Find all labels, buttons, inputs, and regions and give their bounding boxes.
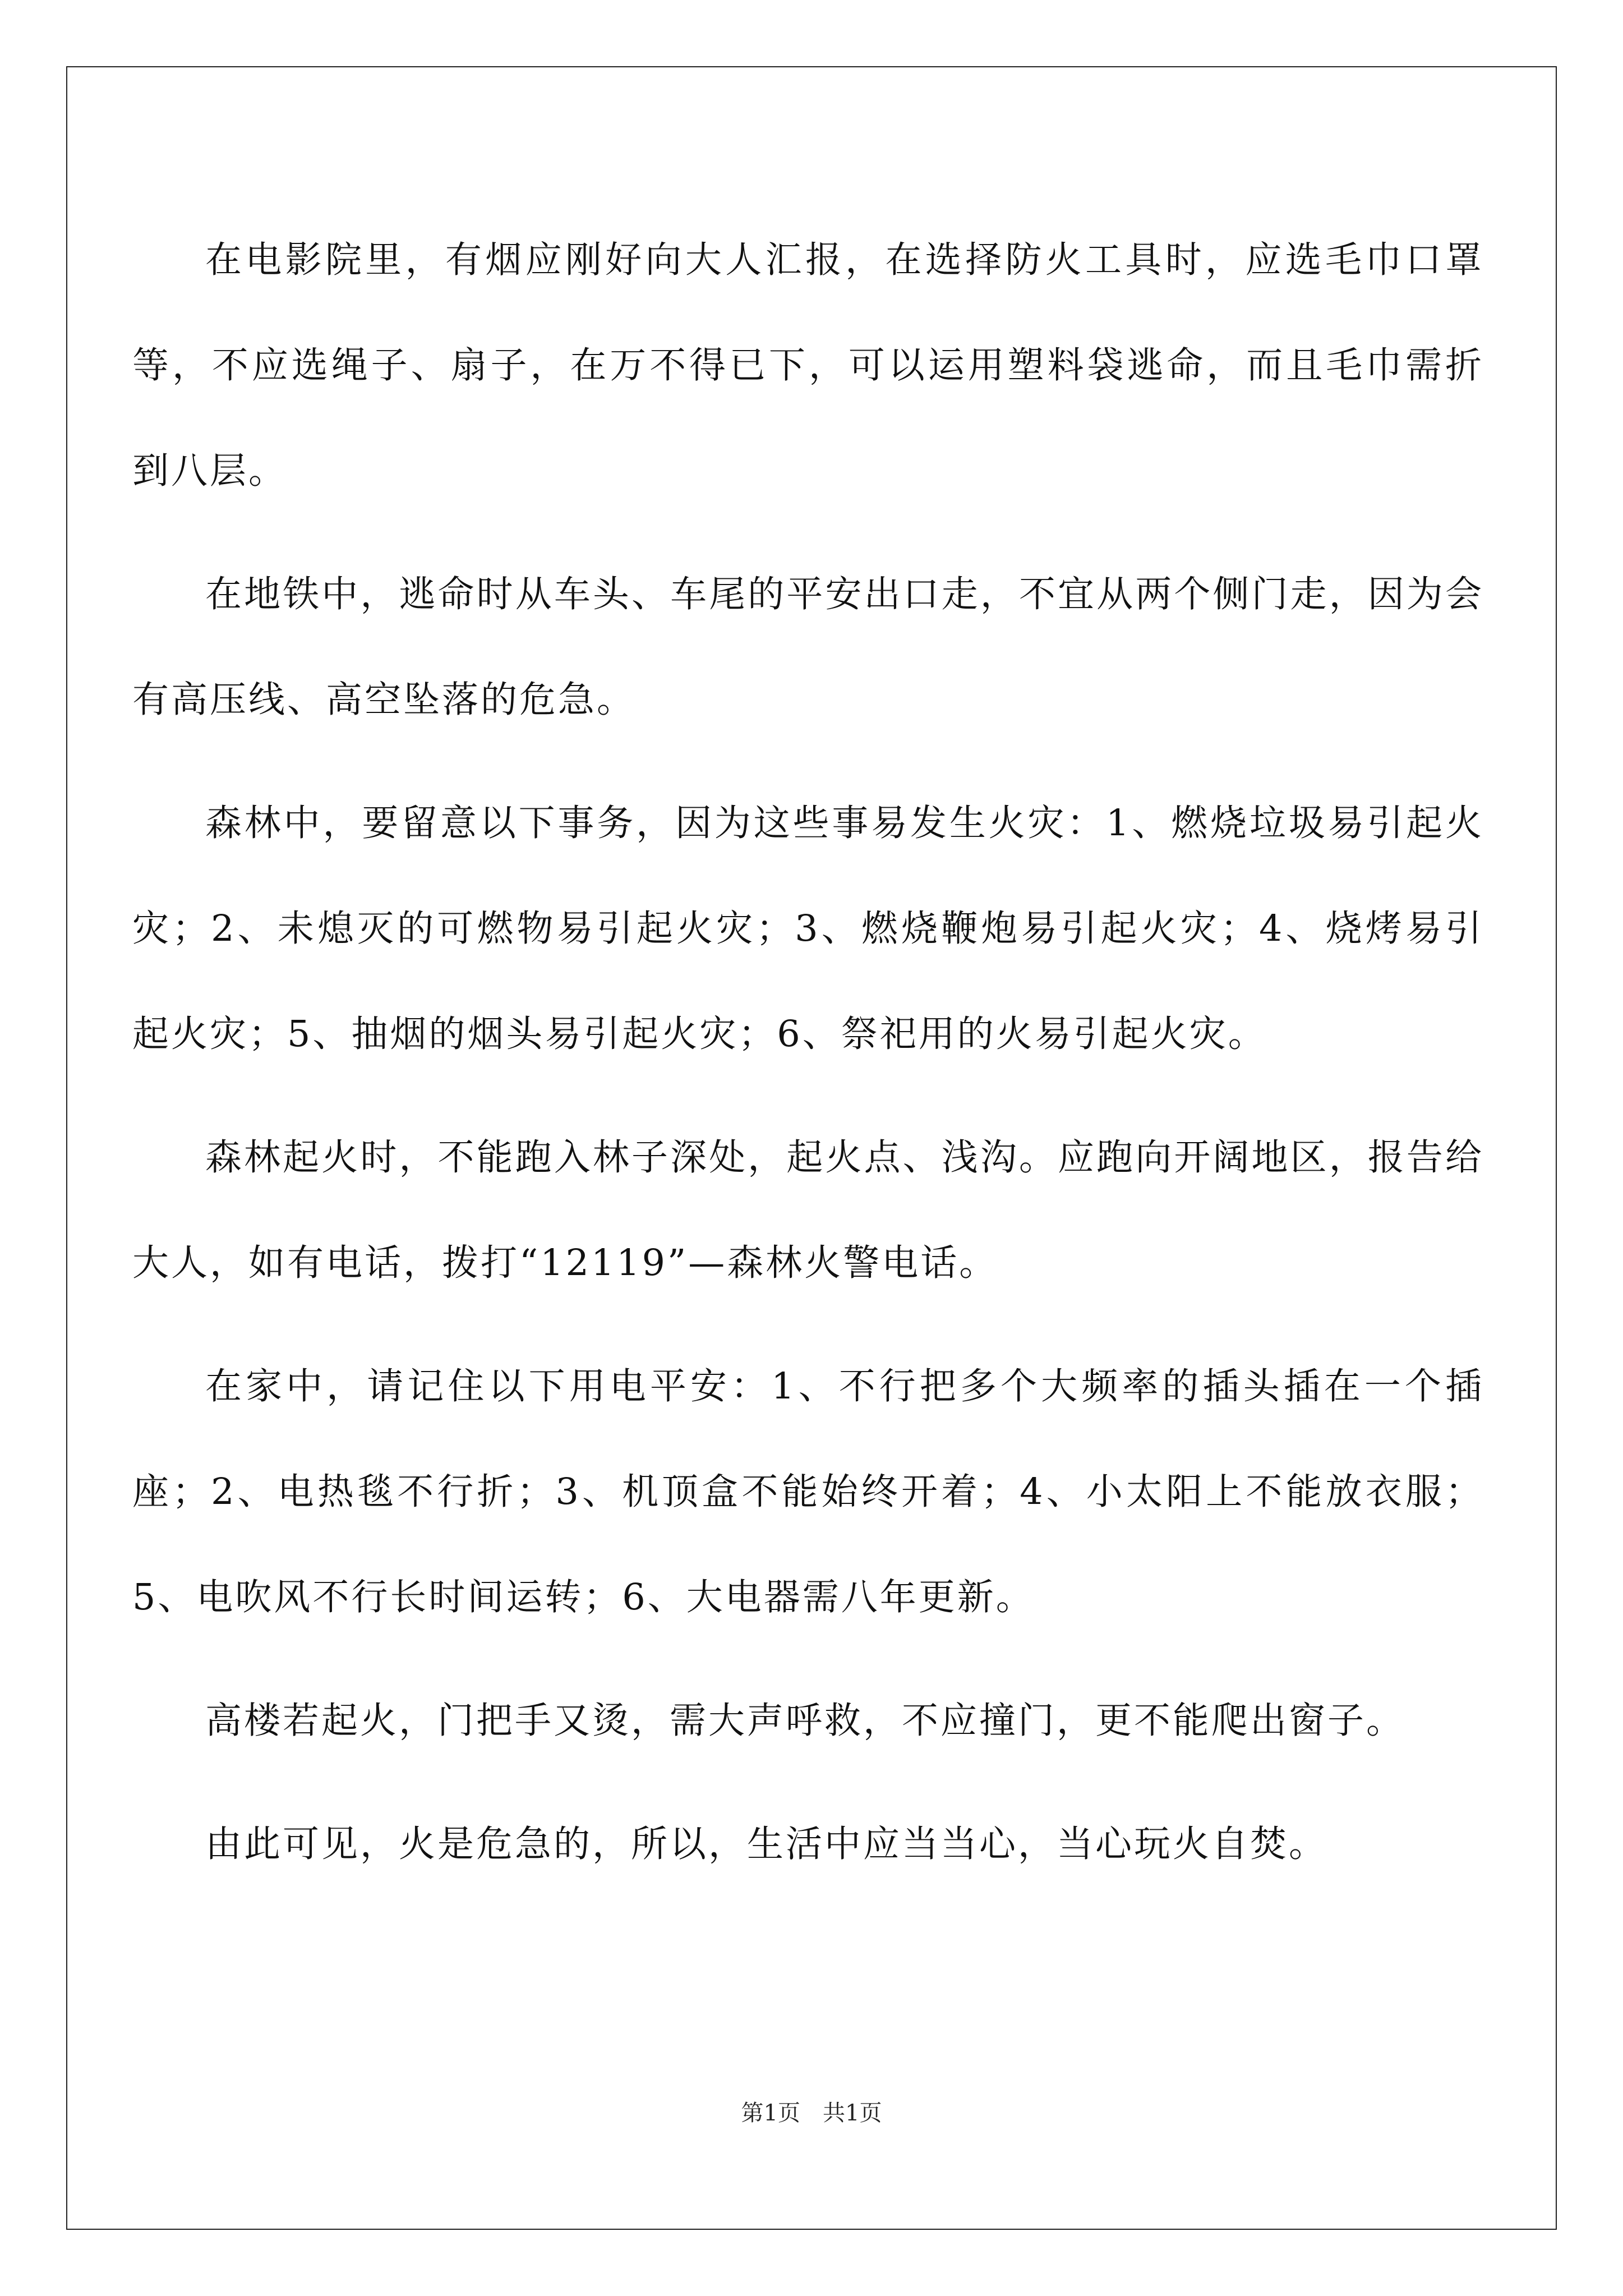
page-footer: 第1页 共1页 bbox=[741, 2100, 882, 2126]
paragraph-conclusion: 由此可见，火是危急的，所以，生活中应当当心，当心玩火自焚。 bbox=[205, 1823, 1328, 1865]
paragraph-subway: 在地铁中，逃命时从车头、车尾的平安出口走，不宜从两个侧门走，因为会有高压线、高空坠落的危急。 bbox=[132, 573, 1484, 721]
paragraph-forest-fire: 森林起火时，不能跑入林子深处，起火点、浅沟。应跑向开阔地区，报告给大人，如有电话，拨打“12119”—森林火警电话。 bbox=[132, 1137, 1484, 1284]
paragraph-cinema: 在电影院里，有烟应刚好向大人汇报，在选择防火工具时，应选毛巾口罩等，不应选绳子、扇子，在万不得已下，可以运用塑料袋逃命，而且毛巾需折到八层。 bbox=[132, 239, 1484, 492]
paragraph-high-rise: 高楼若起火，门把手又烫，需大声呼救，不应撞门，更不能爬出窗子。 bbox=[205, 1700, 1405, 1742]
document-body bbox=[132, 208, 1484, 1915]
paragraph-home-electricity: 在家中，请记住以下用电平安：1、不行把多个大频率的插头插在一个插座；2、电热毯不行折；3、机顶盒不能始终开着；4、小太阳上不能放衣服；5、电吹风不行长时间运转；6、大电器需八年更新。 bbox=[132, 1365, 1484, 1618]
paragraph-forest-hazards: 森林中，要留意以下事务，因为这些事易发生火灾：1、燃烧垃圾易引起火灾；2、未熄灭的可燃物易引起火灾；3、燃烧鞭炮易引起火灾；4、烧烤易引起火灾；5、抽烟的烟头易引起火灾；6、祭祀用的火易引起火灾。 bbox=[132, 802, 1484, 1055]
